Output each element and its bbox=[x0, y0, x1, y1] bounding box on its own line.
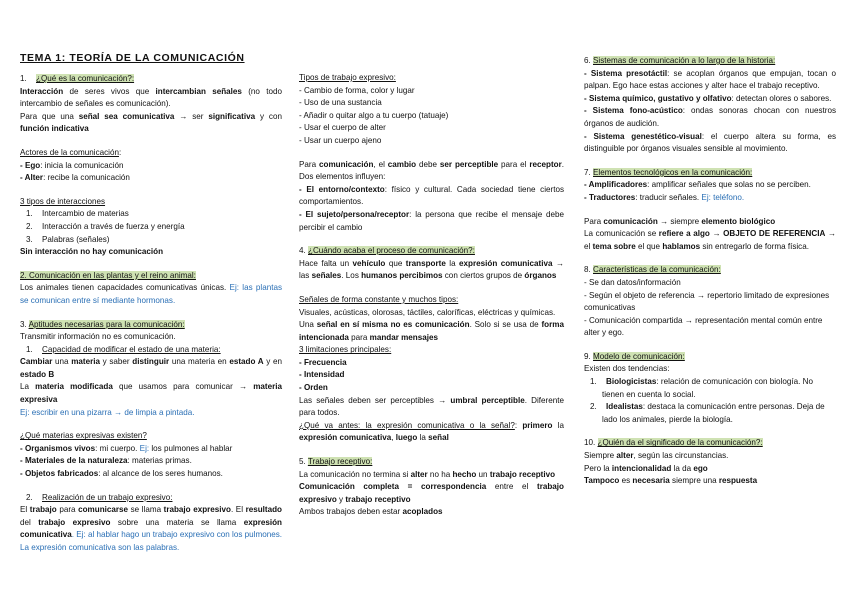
term: señal en sí misma no es comunicación bbox=[316, 320, 470, 330]
list-number: 1. bbox=[26, 209, 33, 219]
term: distinguir bbox=[132, 357, 170, 367]
text: . El bbox=[230, 505, 246, 515]
text: Para bbox=[584, 216, 604, 226]
emphasis-line: Sin interacción no hay comunicación bbox=[20, 247, 164, 257]
column-2 bbox=[299, 72, 564, 530]
text: : recibe la comunicación bbox=[43, 173, 130, 183]
list-item: - Orden bbox=[299, 383, 328, 393]
term: hablamos bbox=[662, 241, 701, 251]
text: → el bbox=[584, 229, 836, 251]
text: : ondas sonoras chocan con nuestros órganos de audición. bbox=[584, 106, 837, 128]
text: (no todo intercambio de señales es comunicación). bbox=[20, 86, 283, 109]
term: señal bbox=[428, 433, 449, 443]
term: Interacción bbox=[20, 86, 64, 96]
section-6 bbox=[584, 55, 836, 156]
text: de seres vivos que bbox=[63, 86, 156, 96]
term: resultado bbox=[245, 505, 282, 515]
list-item: - Usar un cuerpo ajeno bbox=[299, 135, 382, 145]
term: Biologicistas bbox=[606, 377, 657, 387]
term: trabajo expresivo bbox=[38, 517, 111, 527]
term: materia bbox=[71, 357, 101, 367]
term: vehículo bbox=[352, 258, 386, 268]
text: debe bbox=[416, 159, 440, 169]
text: y saber bbox=[100, 357, 133, 367]
term: necesaria bbox=[632, 476, 670, 486]
text: con ciertos grupos de bbox=[442, 271, 525, 281]
text: para bbox=[56, 505, 79, 515]
interactions-block bbox=[20, 196, 282, 259]
text: que bbox=[385, 258, 406, 268]
text: → las bbox=[299, 258, 564, 281]
section-heading: ¿Qué es la comunicación?: bbox=[36, 74, 135, 83]
signals-block bbox=[299, 294, 564, 445]
list-item: - Comunicación compartida → representación mental común entre alter y ego. bbox=[584, 315, 823, 338]
term: alter bbox=[616, 451, 634, 461]
text: Una bbox=[299, 320, 317, 330]
term: comunicación bbox=[319, 159, 374, 169]
text: : bbox=[118, 147, 122, 157]
term: - El sujeto/persona/receptor bbox=[299, 209, 410, 219]
column-1 bbox=[20, 52, 282, 566]
list-number: 2. bbox=[26, 221, 33, 231]
example-text: Ej: teléfono. bbox=[701, 192, 745, 202]
term: - Sistema fono-acústico bbox=[584, 106, 683, 116]
term: trabajo bbox=[29, 505, 57, 515]
section-number: 9. bbox=[584, 351, 593, 361]
list-number: 1. bbox=[590, 377, 597, 387]
section-number: 6. bbox=[584, 56, 593, 65]
text: que usamos para comunicar → bbox=[112, 382, 254, 392]
term: trabajo receptivo bbox=[345, 494, 411, 504]
text: del bbox=[20, 517, 39, 527]
text: : se acoplan órganos que empujan, tocan o palpan. Ego hace estas acciones y alter hace el trabajo receptivo. bbox=[584, 68, 836, 91]
text: . Dos elementos influyen: bbox=[299, 159, 564, 182]
list-number: 1. bbox=[26, 344, 33, 354]
section-9 bbox=[584, 351, 836, 427]
example-text: Ej: las plantas se comunican entre sí mediante hormonas. bbox=[20, 283, 282, 305]
term: - Materiales de la naturaleza bbox=[20, 456, 128, 466]
term: - El entorno/contexto bbox=[299, 184, 385, 194]
text: Existen dos tendencias: bbox=[584, 364, 670, 374]
text: una materia en bbox=[169, 357, 230, 367]
list-item: - Frecuencia bbox=[299, 357, 347, 367]
example-text: Ej: bbox=[139, 443, 150, 453]
term: respuesta bbox=[718, 476, 758, 486]
term: comunicación bbox=[603, 216, 658, 226]
section-number: 8. bbox=[584, 265, 593, 275]
text: : detectan olores o sabores. bbox=[731, 93, 832, 103]
section-8 bbox=[584, 264, 836, 340]
term: OBJETO DE REFERENCIA bbox=[723, 229, 826, 239]
text: no ha bbox=[427, 469, 453, 479]
term: alter bbox=[410, 469, 428, 479]
section-heading: Sistemas de comunicación a lo largo de la historia: bbox=[593, 56, 776, 65]
section-number: 1. bbox=[20, 74, 27, 83]
term: trabajo expresivo bbox=[163, 505, 231, 515]
section-2 bbox=[20, 270, 282, 308]
term: expresión comunicativa bbox=[299, 433, 392, 443]
term: intencionalidad bbox=[611, 463, 672, 473]
term: mandar mensajes bbox=[369, 332, 439, 342]
text: → bbox=[709, 229, 724, 239]
term: cambio bbox=[387, 159, 417, 169]
text: : al alcance de los seres humanos. bbox=[98, 469, 223, 479]
term: elemento biológico bbox=[701, 216, 776, 226]
text: . Diferente para todos. bbox=[299, 395, 564, 418]
text: siempre una bbox=[669, 476, 719, 486]
term: Comunicación completa = correspondencia bbox=[299, 482, 487, 492]
expressive-types-block bbox=[299, 72, 564, 148]
question: ¿Qué va antes: la expresión comunicativa o la señal? bbox=[299, 420, 515, 430]
term: forma intencionada bbox=[299, 320, 564, 342]
term: Cambiar bbox=[20, 357, 53, 367]
example-text: Ej: escribir en una pizarra → de limpia a pintada. bbox=[20, 407, 195, 417]
text: . Los bbox=[341, 271, 362, 281]
list-item: - Usar el cuerpo de alter bbox=[299, 123, 386, 133]
text: : físico y cultural. Cada sociedad tiene ciertos comportamientos. bbox=[299, 184, 564, 207]
text: Para bbox=[299, 159, 319, 169]
text: Pero la bbox=[584, 463, 612, 473]
list-number: 2. bbox=[26, 492, 33, 502]
text: es bbox=[619, 476, 633, 486]
term: - Traductores bbox=[584, 192, 636, 202]
text: Ambos trabajos deben estar bbox=[299, 507, 403, 517]
term: acoplados bbox=[402, 507, 443, 517]
text: El bbox=[20, 505, 30, 515]
term: - Sistema presotáctil bbox=[584, 68, 668, 78]
list-number: 3. bbox=[26, 234, 33, 244]
section-heading: 2. Comunicación en las plantas y el reino animal: bbox=[20, 270, 196, 280]
term: - Alter bbox=[20, 173, 44, 183]
actors-block bbox=[20, 147, 282, 185]
text: la bbox=[552, 420, 564, 430]
term: trabajo receptivo bbox=[489, 469, 556, 479]
list-item: Interacción a través de fuerza y energía bbox=[42, 221, 185, 231]
text: : materias primas. bbox=[127, 456, 192, 466]
subheading: Señales de forma constante y muchos tipos: bbox=[299, 294, 459, 304]
text: Los animales tienen capacidades comunicativas únicas. bbox=[20, 283, 230, 293]
term: órganos bbox=[524, 271, 557, 281]
text: una bbox=[52, 357, 72, 367]
term: ser perceptible bbox=[439, 159, 499, 169]
list-item: - Uso de una sustancia bbox=[299, 98, 382, 108]
text: sobre una materia se llama bbox=[110, 517, 244, 527]
text: : amplificar señales que solas no se perciben. bbox=[647, 180, 811, 190]
term: comunicarse bbox=[78, 505, 129, 515]
section-1 bbox=[20, 73, 282, 136]
subheading: Actores de la comunicación bbox=[20, 147, 119, 157]
subheading: 3 tipos de interacciones bbox=[20, 196, 106, 206]
term: significativa bbox=[208, 111, 256, 121]
section-number: 5. bbox=[299, 457, 308, 467]
text: para bbox=[348, 332, 370, 342]
text: el que bbox=[635, 241, 663, 251]
list-item: - Cambio de forma, color y lugar bbox=[299, 85, 415, 95]
text: , el bbox=[373, 159, 388, 169]
list-item: - Añadir o quitar algo a tu cuerpo (tatuaje) bbox=[299, 110, 449, 120]
term: expresión comunicativa bbox=[20, 517, 282, 540]
text: Transmitir información no es comunicación. bbox=[20, 332, 176, 342]
term: - Amplificadores bbox=[584, 180, 648, 190]
term: Tampoco bbox=[584, 476, 620, 486]
section-heading: Aptitudes necesarias para la comunicación: bbox=[28, 319, 185, 329]
text: La comunicación no termina si bbox=[299, 469, 411, 479]
term: trabajo expresivo bbox=[299, 482, 564, 504]
term: transporte bbox=[405, 258, 446, 268]
term: estado B bbox=[20, 369, 55, 379]
term: función indicativa bbox=[20, 124, 89, 134]
section-7 bbox=[584, 167, 836, 205]
text: y con bbox=[255, 111, 282, 121]
term: primero bbox=[522, 420, 553, 430]
text: Las señales deben ser perceptibles → bbox=[299, 395, 451, 405]
text: : relación de comunicación con biología. No tienen en cuenta lo social. bbox=[602, 377, 813, 399]
page-title: TEMA 1: TEORÍA DE LA COMUNICACIÓN bbox=[20, 52, 245, 64]
text: la bbox=[445, 258, 460, 268]
text: Visuales, acústicas, olorosas, táctiles, caloríficas, eléctricas y químicas. bbox=[299, 307, 556, 317]
list-number: 2. bbox=[590, 402, 597, 412]
text: : el cuerpo altera su forma, es distinguible por órganos visuales sensible al movimiento. bbox=[584, 131, 836, 154]
section-number: 3. bbox=[20, 319, 29, 329]
column-3 bbox=[584, 55, 836, 499]
term: - Sistema genestético-visual bbox=[584, 131, 702, 141]
term: luego bbox=[395, 433, 418, 443]
text: la bbox=[417, 433, 429, 443]
text: Hace falta un bbox=[299, 258, 353, 268]
list-item: - Se dan datos/información bbox=[584, 277, 681, 287]
section-4 bbox=[299, 245, 564, 283]
text: : bbox=[514, 420, 523, 430]
term: receptor bbox=[529, 159, 562, 169]
text: . Solo si se usa de bbox=[469, 320, 542, 330]
term: expresión comunicativa bbox=[459, 258, 553, 268]
term: materia modificada bbox=[35, 382, 113, 392]
section-number: 4. bbox=[299, 246, 308, 256]
text: : mi cuerpo. bbox=[95, 443, 140, 453]
list-item: Intercambio de materias bbox=[42, 209, 129, 219]
subheading: Tipos de trabajo expresivo: bbox=[299, 73, 396, 82]
term: Idealistas bbox=[606, 402, 643, 412]
text: los pulmones al hablar bbox=[149, 443, 233, 453]
term: - Organismos vivos bbox=[20, 443, 96, 453]
text: La comunicación se bbox=[584, 229, 659, 239]
list-item: - Intensidad bbox=[299, 370, 345, 380]
text: : inicia la comunicación bbox=[40, 160, 124, 170]
text: entre el bbox=[486, 482, 537, 492]
subheading: Capacidad de modificar el estado de una materia: bbox=[42, 344, 221, 354]
text: sin entregarlo de forma física. bbox=[700, 241, 809, 251]
section-number: 7. bbox=[584, 167, 593, 177]
section-3 bbox=[20, 319, 282, 420]
text: → siempre bbox=[657, 216, 702, 226]
text: y bbox=[336, 494, 346, 504]
section-5 bbox=[299, 456, 564, 519]
term: materia expresiva bbox=[20, 382, 282, 405]
section-heading: Características de la comunicación: bbox=[593, 265, 721, 275]
text: Para que una bbox=[20, 111, 79, 121]
term: ego bbox=[693, 463, 708, 473]
term: umbral perceptible bbox=[450, 395, 525, 405]
section-10 bbox=[584, 437, 836, 487]
subheading: 3 limitaciones principales: bbox=[299, 345, 392, 355]
list-item: Palabras (señales) bbox=[42, 234, 110, 244]
section-heading: Modelo de comunicación: bbox=[593, 351, 685, 361]
text: y en bbox=[263, 357, 282, 367]
text: → ser bbox=[174, 111, 209, 121]
perceptible-block bbox=[299, 159, 564, 235]
text: La bbox=[20, 382, 36, 392]
section-heading: Elementos tecnológicos en la comunicación: bbox=[593, 167, 753, 177]
text: : la persona que recibe el mensaje debe percibir el cambio bbox=[299, 209, 565, 232]
term: estado A bbox=[229, 357, 264, 367]
section-3-2 bbox=[20, 492, 282, 555]
text: , según las circunstancias. bbox=[633, 451, 729, 461]
text: : traducir señales. bbox=[635, 192, 702, 202]
term: - Ego bbox=[20, 160, 41, 170]
term: señales bbox=[311, 271, 342, 281]
text: , bbox=[391, 433, 396, 443]
term: tema sobre bbox=[592, 241, 636, 251]
text: para el bbox=[498, 159, 530, 169]
term: - Objetos fabricados bbox=[20, 469, 99, 479]
materials-block bbox=[20, 430, 282, 480]
term: refiere a algo bbox=[658, 229, 710, 239]
text: se llama bbox=[128, 505, 164, 515]
text: Siempre bbox=[584, 451, 617, 461]
term: hecho bbox=[452, 469, 477, 479]
subheading: Realización de un trabajo expresivo: bbox=[42, 492, 173, 502]
list-item: - Según el objeto de referencia → repertorio limitado de expresiones comunicativas bbox=[584, 290, 830, 313]
term: señal sea comunicativa bbox=[78, 111, 175, 121]
term: intercambian señales bbox=[155, 86, 242, 96]
section-heading: ¿Cuándo acaba el proceso de comunicación?: bbox=[308, 246, 475, 256]
example-text: . Ej: al hablar hago un trabajo expresivo con los pulmones. La expresión comunicativa son las palabras. bbox=[20, 530, 282, 552]
reference-block bbox=[584, 216, 836, 254]
section-heading: Trabajo receptivo: bbox=[307, 457, 373, 467]
term: - Sistema químico, gustativo y olfativo bbox=[584, 93, 732, 103]
section-heading: ¿Quién da el significado de la comunicación?: bbox=[597, 438, 763, 448]
section-number: 10. bbox=[584, 438, 598, 448]
term: humanos percibimos bbox=[361, 271, 443, 281]
text: la da bbox=[671, 463, 694, 473]
text: : destaca la comunicación entre personas. Deja de lado los animales, pierde la biología. bbox=[602, 402, 825, 424]
text: un bbox=[476, 469, 490, 479]
subheading: ¿Qué materias expresivas existen? bbox=[20, 431, 147, 441]
